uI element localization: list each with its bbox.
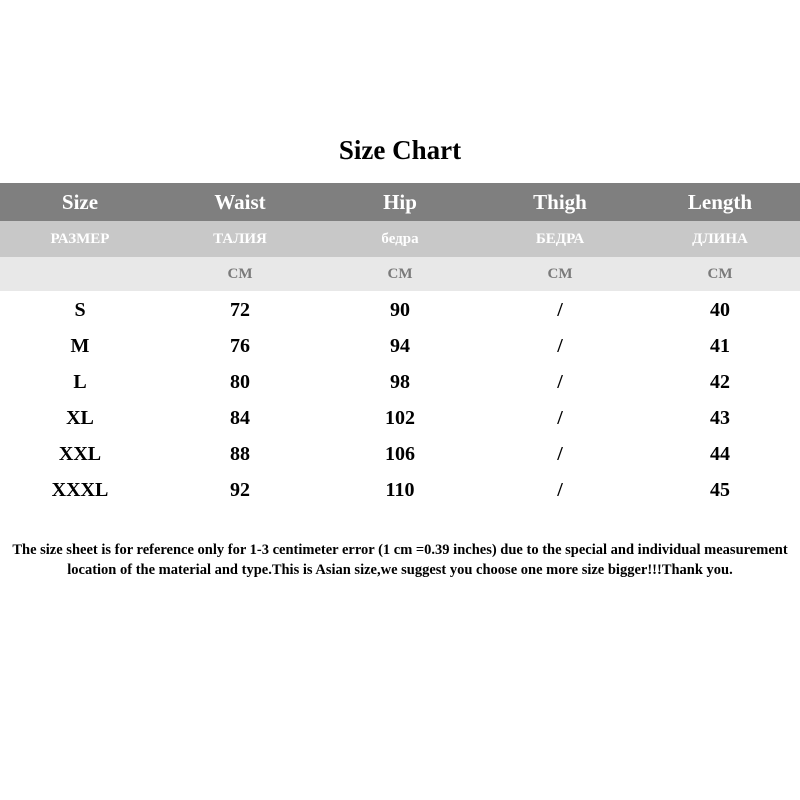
header-ru-thigh: БЕДРА (535, 231, 585, 247)
cell-size: XXXL (51, 479, 109, 501)
header-length: Length (687, 190, 753, 214)
cell-length: 41 (710, 335, 730, 357)
cell-size: L (73, 371, 87, 393)
cell-size: S (74, 299, 86, 321)
header-size: Size (61, 190, 99, 214)
table-row (0, 400, 800, 436)
cell-hip: 102 (385, 407, 415, 429)
cell-waist: 80 (230, 371, 250, 393)
header-thigh: Thigh (533, 190, 587, 214)
cell-waist: 76 (230, 335, 250, 357)
cell-thigh: / (557, 479, 563, 501)
unit-size (0, 257, 160, 291)
table-row (0, 328, 800, 364)
cell-waist: 84 (230, 407, 250, 429)
cell-length: 43 (710, 407, 730, 429)
size-disclaimer-note: The size sheet is for reference only for 1-3 centimeter error (1 cm =0.39 inches) due to the special and individual measurement location of the material and type.This is Asian size,we suggest you choose one more size bigger!!!Thank you. (12, 542, 788, 578)
unit-length: CM (707, 266, 733, 282)
header-ru-hip: бедра (381, 231, 419, 247)
table-row (0, 292, 800, 328)
unit-waist: CM (227, 266, 253, 282)
cell-thigh: / (557, 371, 563, 393)
russian-header-row (0, 221, 800, 257)
cell-waist: 88 (230, 443, 250, 465)
table-row (0, 364, 800, 400)
cell-size: M (70, 335, 90, 357)
cell-hip: 90 (390, 299, 410, 321)
cell-size: XL (66, 407, 94, 429)
cell-thigh: / (557, 335, 563, 357)
cell-hip: 110 (385, 479, 415, 501)
unit-row (0, 257, 800, 291)
unit-hip: CM (387, 266, 413, 282)
header-ru-size: РАЗМЕР (50, 231, 110, 247)
cell-length: 44 (710, 443, 730, 465)
cell-thigh: / (557, 299, 563, 321)
chart-title: Size Chart (338, 135, 462, 165)
cell-thigh: / (557, 443, 563, 465)
header-waist: Waist (214, 190, 266, 214)
header-ru-length: ДЛИНА (692, 231, 748, 247)
cell-length: 42 (710, 371, 730, 393)
cell-waist: 72 (230, 299, 250, 321)
header-row (0, 183, 800, 221)
table-row (0, 436, 800, 472)
cell-hip: 106 (385, 443, 415, 465)
header-hip: Hip (383, 190, 417, 214)
unit-thigh: CM (547, 266, 573, 282)
cell-length: 40 (710, 299, 730, 321)
table-row (0, 472, 800, 508)
cell-thigh: / (557, 407, 563, 429)
cell-length: 45 (710, 479, 730, 501)
cell-waist: 92 (230, 479, 250, 501)
header-ru-waist: ТАЛИЯ (213, 231, 267, 247)
cell-hip: 94 (390, 335, 410, 357)
cell-size: XXL (58, 443, 102, 465)
cell-hip: 98 (390, 371, 410, 393)
size-table-body (0, 292, 800, 508)
